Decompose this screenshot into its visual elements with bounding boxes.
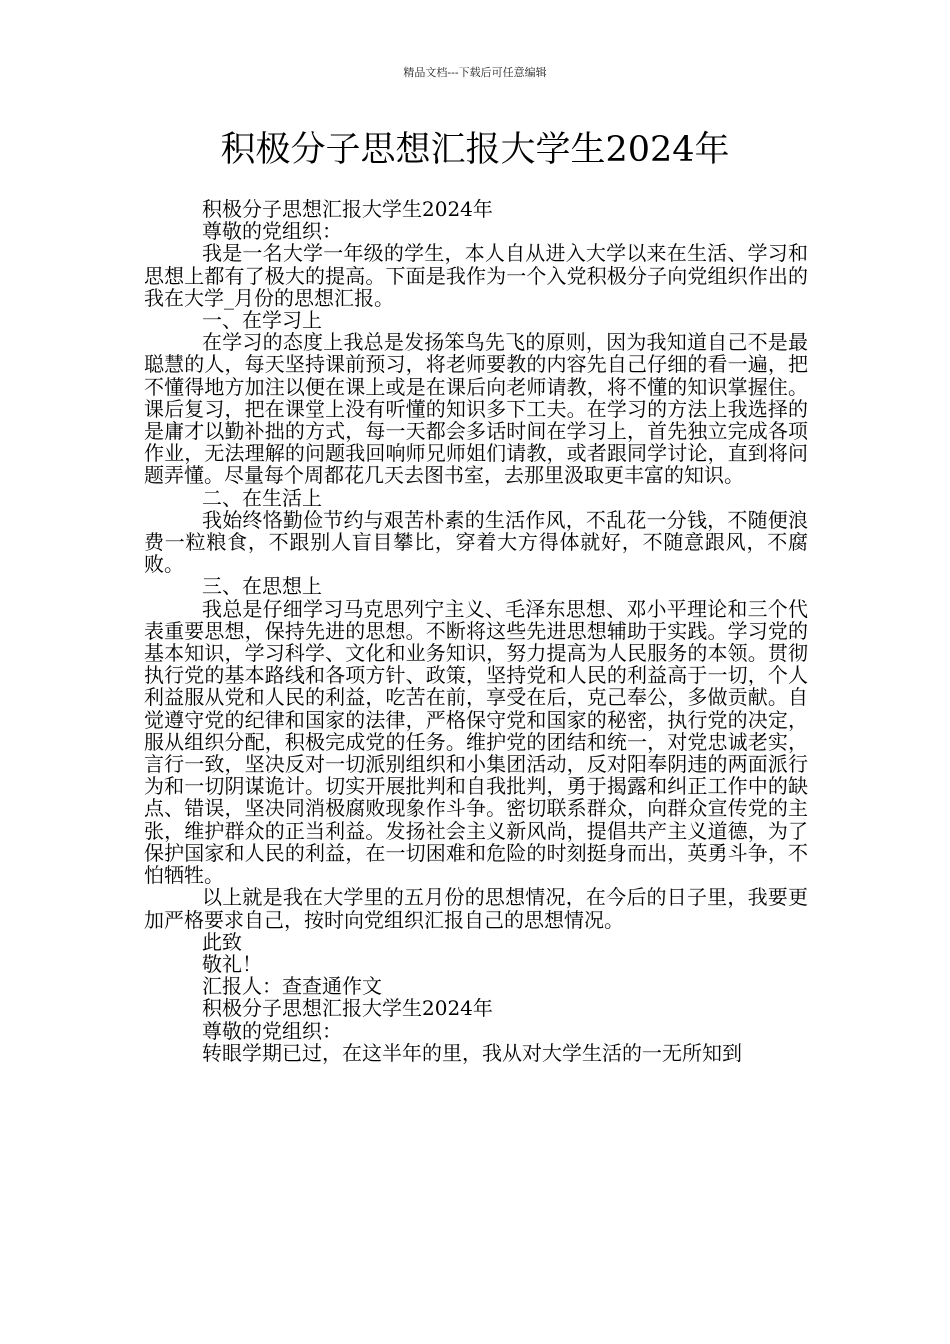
second-report-heading: 积极分子思想汇报大学生2024年 [202, 996, 493, 1021]
header-note: 精品文档---下载后可任意编辑 [403, 66, 547, 79]
paragraph-study: 在学习的态度上我总是发扬笨鸟先飞的原则，因为我知道自己不是最聪慧的人，每天坚持课前预习，将老师要教的内容先自己仔细的看一遍，把不懂得地方加注以便在课上或是在课后向老师请教，将不懂的知识掌握住。课后复习，把在课堂上没有听懂的知识多下工夫。在学习的方法上我选择的是庸才以勤补拙的方式，每一天都会多话时间在学习上，首先独立完成各项作业，无法理解的问题我回响师兄师姐们请教，或者跟同学讨论，直到将问题弄懂。尽量每个周都花几天去图书室，去那里汲取更丰富的知识。 [144, 330, 808, 488]
document-title: 积极分子思想汇报大学生2024年 [220, 130, 730, 170]
second-paragraph-start: 转眼学期已过，在这半年的里，我从对大学生活的一无所知到 [202, 1040, 742, 1065]
paragraph-intro: 我是一名大学一年级的学生，本人自从进入大学以来在生活、学习和思想上都有了极大的提高。下面是我作为一个入党积极分子向党组织作出的我在大学_月份的思想汇报。 [144, 241, 808, 310]
paragraph-heading-repeat: 积极分子思想汇报大学生2024年 [202, 197, 493, 221]
section-heading-study: 一、在学习上 [202, 308, 322, 333]
closing-salute: 敬礼！ [202, 951, 262, 976]
reporter-signature: 汇报人：查查通作文 [202, 974, 382, 999]
closing-line: 此致 [202, 929, 242, 954]
section-heading-life: 二、在生活上 [202, 485, 322, 510]
paragraph-conclusion: 以上就是我在大学里的五月份的思想情况，在今后的日子里，我要更加严格要求自己，按时向党组织汇报自己的思想情况。 [144, 885, 808, 932]
document-body [144, 198, 808, 1064]
paragraph-thought: 我总是仔细学习马克思列宁主义、毛泽东思想、邓小平理论和三个代表重要思想，保持先进的思想。不断将这些先进思想辅助于实践。学习党的基本知识，学习科学、文化和业务知识，努力提高为人民服务的本领。贯彻执行党的基本路线和各项方针、政策，坚持党和人民的利益高于一切，个人利益服从党和人民的利益，吃苦在前，享受在后，克己奉公，多做贡献。自觉遵守党的纪律和国家的法律，严格保守党和国家的秘密，执行党的决定，服从组织分配，积极完成党的任务。维护党的团结和统一，对党忠诚老实，言行一致，坚决反对一切派别组织和小集团活动，反对阳奉阴违的两面派行为和一切阴谋诡计。切实开展批判和自我批判，勇于揭露和纠正工作中的缺点、错误，坚决同消极腐败现象作斗争。密切联系群众，向群众宣传党的主张，维护群众的正当利益。发扬社会主义新风尚，提倡共产主义道德，为了保护国家和人民的利益，在一切困难和危险的时刻挺身而出，英勇斗争，不怕牺牲。 [144, 596, 808, 888]
second-salutation: 尊敬的党组织： [202, 1018, 342, 1043]
salutation: 尊敬的党组织： [202, 219, 342, 244]
section-heading-thought: 三、在思想上 [202, 574, 322, 599]
paragraph-life: 我始终恪勤俭节约与艰苦朴素的生活作风，不乱花一分钱，不随便浪费一粒粮食，不跟别人盲目攀比，穿着大方得体就好，不随意跟风，不腐败。 [144, 507, 808, 577]
